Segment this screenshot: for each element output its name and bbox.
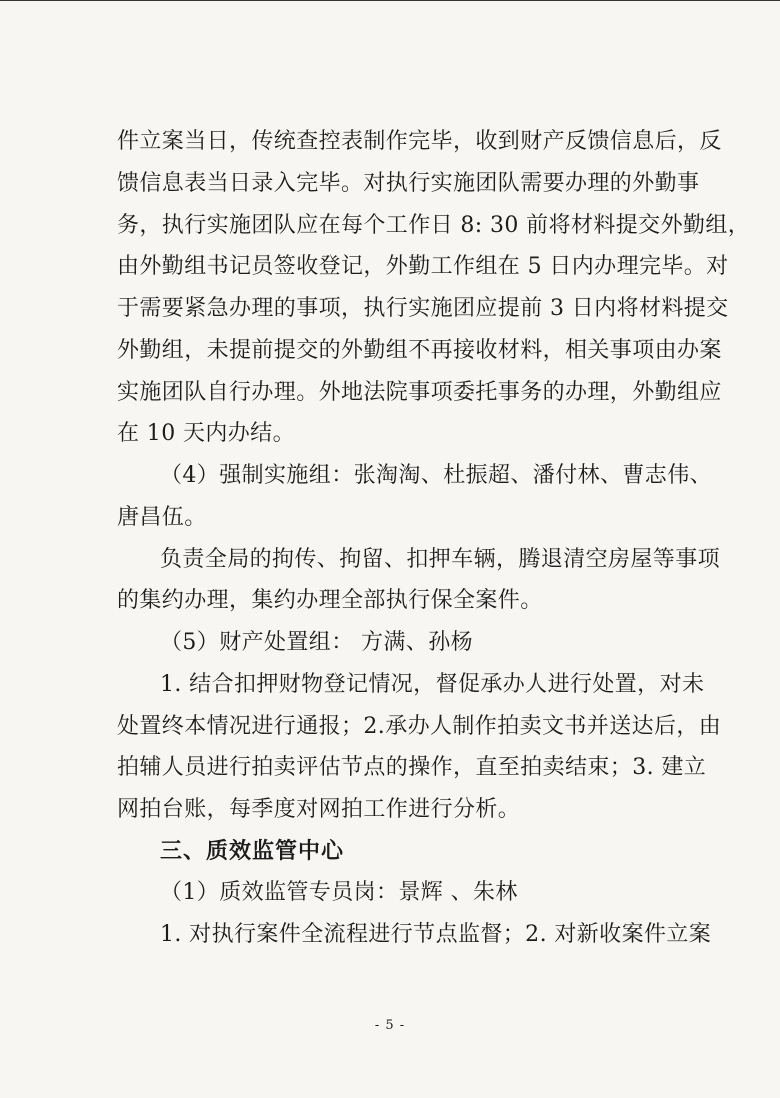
paragraph-line: 拍辅人员进行拍卖评估节点的操作，直至拍卖结束；3. 建立 [117, 755, 707, 780]
section-label-quality-supervision: （1）质效监管专员岗：景辉 、朱林 [160, 880, 518, 905]
paragraph-line: 于需要紧急办理的事项，执行实施团应提前 3 日内将材料提交 [117, 296, 729, 321]
paragraph-line: 在 10 天内办结。 [117, 421, 295, 446]
paragraph-line: 馈信息表当日录入完毕。对执行实施团队需要办理的外勤事 [117, 171, 700, 196]
paragraph-line: 外勤组，未提前提交的外勤组不再接收材料，相关事项由办案 [117, 338, 722, 363]
section-heading: 三、质效监管中心 [160, 839, 345, 864]
section-label-enforcement-group: （4）强制实施组：张淘淘、杜振超、潘付林、曹志伟、 [160, 463, 712, 488]
paragraph-line: 1. 结合扣押财物登记情况，督促承办人进行处置，对未 [160, 672, 705, 697]
paragraph-line: 负责全局的拘传、拘留、扣押车辆，腾退清空房屋等事项 [160, 547, 721, 572]
paragraph-line: 1. 对执行案件全流程进行节点监督；2. 对新收案件立案 [160, 922, 712, 947]
paragraph-line: 务，执行实施团队应在每个工作日 8: 30 前将材料提交外勤组， [117, 213, 751, 238]
paragraph-line: 件立案当日，传统查控表制作完毕，收到财产反馈信息后，反 [117, 129, 722, 154]
paragraph-line: 网拍台账，每季度对网拍工作进行分析。 [117, 797, 521, 822]
paragraph-line: 由外勤组书记员签收登记，外勤工作组在 5 日内办理完毕。对 [117, 254, 729, 279]
paragraph-line: 唐昌伍。 [117, 505, 207, 530]
paragraph-line: 处置终本情况进行通报；2.承办人制作拍卖文书并送达后，由 [117, 714, 722, 739]
section-label-asset-disposal-group: （5）财产处置组： 方满、孙杨 [160, 630, 473, 655]
page-number: - 5 - [374, 1018, 406, 1033]
paragraph-line: 实施团队自行办理。外地法院事项委托事务的办理，外勤组应 [117, 380, 722, 405]
paragraph-line: 的集约办理，集约办理全部执行保全案件。 [117, 588, 543, 613]
